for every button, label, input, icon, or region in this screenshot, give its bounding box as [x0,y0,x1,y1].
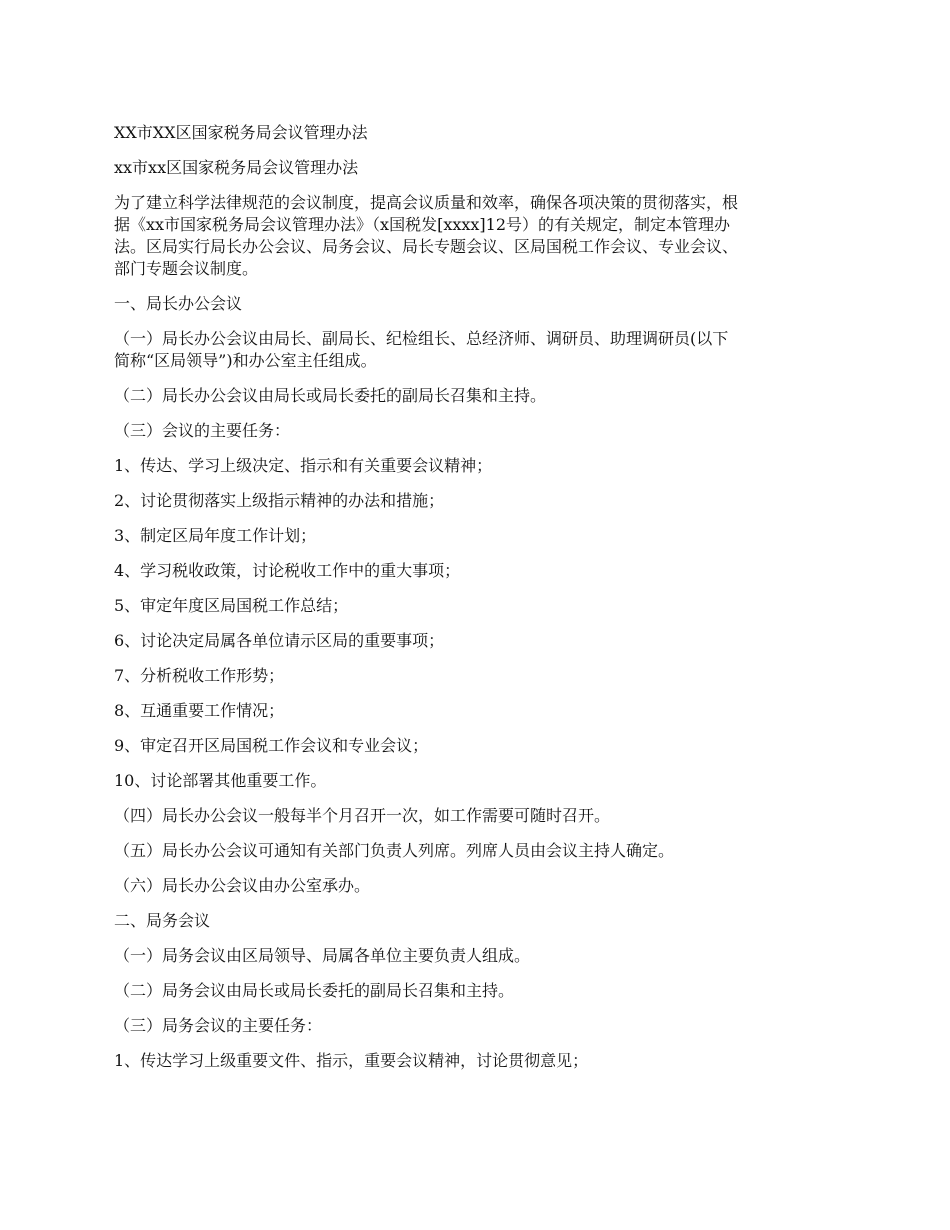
section1-task: 9、审定召开区局国税工作会议和专业会议； [114,736,429,755]
section1-task: 10、讨论部署其他重要工作。 [114,771,327,790]
section-heading-2: 二、局务会议 [114,911,211,930]
section1-item-6: （六）局长办公会议由办公室承办。 [114,876,371,895]
section1-item-1-line: 简称“区局领导”)和办公室主任组成。 [114,351,377,370]
section1-task: 5、审定年度区局国税工作总结； [114,596,349,615]
section1-item-2: （二）局长办公会议由局长或局长委托的副局长召集和主持。 [114,386,547,405]
intro-paragraph [114,192,844,280]
section1-item-5: （五）局长办公会议可通知有关部门负责人列席。列席人员由会议主持人确定。 [114,841,675,860]
intro-line: 为了建立科学法律规范的会议制度，提高会议质量和效率，确保各项决策的贯彻落实，根 [114,193,739,212]
section1-item-1 [114,328,844,372]
section1-item-4: （四）局长办公会议一般每半个月召开一次，如工作需要可随时召开。 [114,806,611,825]
section1-task: 3、制定区局年度工作计划； [114,526,317,545]
section1-task: 6、讨论决定局属各单位请示区局的重要事项； [114,631,445,650]
section2-item-3: （三）局务会议的主要任务： [114,1016,323,1035]
section2-item-2: （二）局务会议由局长或局长委托的副局长召集和主持。 [114,981,515,1000]
section1-task: 7、分析税收工作形势； [114,666,285,685]
intro-line: 据《xx市国家税务局会议管理办法》（x国税发[xxxx]12号）的有关规定，制定本管理办 [114,215,731,234]
section1-item-1-line: （一）局长办公会议由局长、副局长、纪检组长、总经济师、调研员、助理调研员(以下 [114,329,729,348]
section1-task: 8、互通重要工作情况； [114,701,285,720]
document-body [114,122,844,1085]
document-title: XX市XX区国家税务局会议管理办法 [114,123,368,142]
section2-task: 1、传达学习上级重要文件、指示，重要会议精神，讨论贯彻意见； [114,1051,589,1070]
document-subtitle: xx市xx区国家税务局会议管理办法 [114,158,359,177]
intro-line: 部门专题会议制度。 [114,259,259,278]
section1-task: 1、传达、学习上级决定、指示和有关重要会议精神； [114,456,493,475]
intro-line: 法。区局实行局长办公会议、局务会议、局长专题会议、区局国税工作会议、专业会议、 [114,237,739,256]
section1-task: 4、学习税收政策，讨论税收工作中的重大事项； [114,561,461,580]
section1-item-3: （三）会议的主要任务： [114,421,291,440]
section2-item-1: （一）局务会议由区局领导、局属各单位主要负责人组成。 [114,946,531,965]
section1-task: 2、讨论贯彻落实上级指示精神的办法和措施； [114,491,445,510]
section-heading-1: 一、局长办公会议 [114,294,243,313]
